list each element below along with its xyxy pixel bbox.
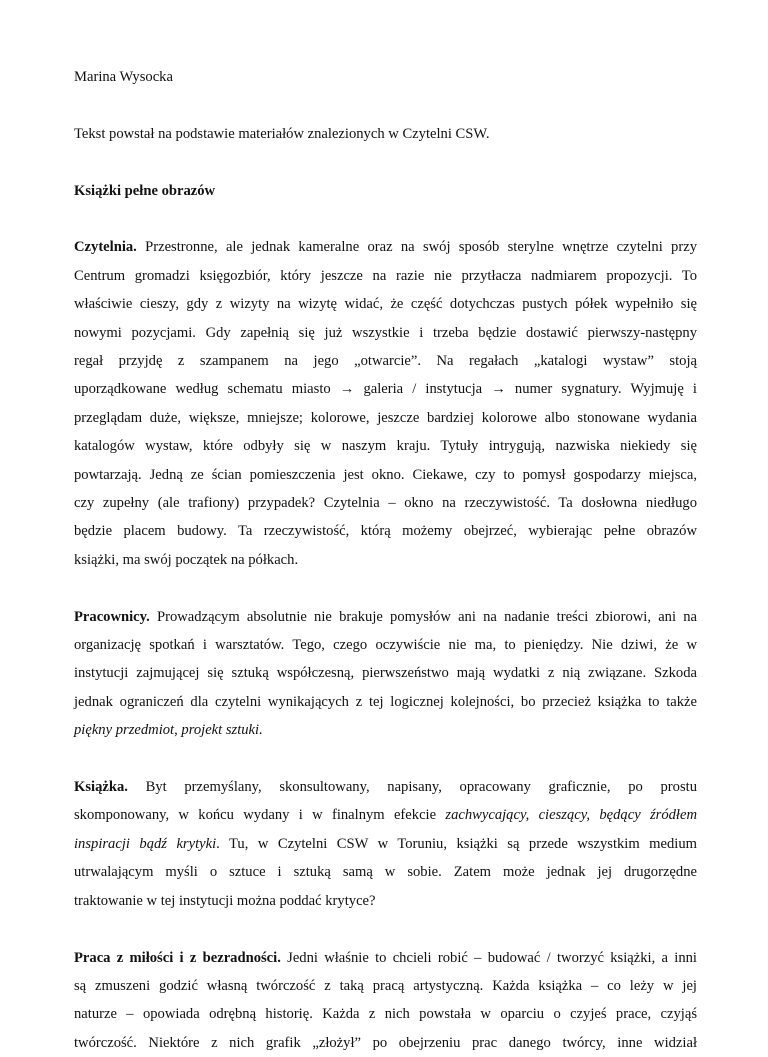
paragraph-line: twórczość. Niektóre z nich grafik „złożył” po obejrzeniu prac danego twórcy, inne widział — [74, 1029, 697, 1057]
paragraph-line: Pracownicy. Prowadzącym absolutnie nie brakuje pomysłów ani na nadanie treści zbiorowi, ani na — [74, 603, 697, 631]
title-text: Książki pełne obrazów — [74, 183, 215, 199]
section-ksiazka — [74, 773, 697, 915]
paragraph-line: piękny przedmiot, projekt sztuki. — [74, 716, 697, 744]
section-heading: Pracownicy. — [74, 609, 150, 625]
paragraph-line: instytucji zajmującej się sztuką współczesną, pierwszeństwo mają wydatki z nią związane. Szkoda — [74, 659, 697, 687]
paragraph-line: powtarzają. Jedną ze ścian pomieszczenia jest okno. Ciekawe, czy to pomysł gospodarzy miejsca, — [74, 461, 697, 489]
source-note: Tekst powstał na podstawie materiałów znalezionych w Czytelni CSW. — [74, 120, 697, 148]
paragraph-line: nowymi pozycjami. Gdy zapełnią się już wszystkie i trzeba będzie dostawić pierwszy-następny — [74, 319, 697, 347]
paragraph-line: utrwalającym myśli o sztuce i sztuką samą w sobie. Zatem może jednak jej drugorzędne — [74, 858, 697, 886]
paragraph-line: Książka. Byt przemyślany, skonsultowany, napisany, opracowany graficznie, po prostu — [74, 773, 697, 801]
paragraph-line: uporządkowane według schematu miasto → galeria / instytucja → numer sygnatury. Wyjmuję i — [74, 375, 697, 403]
paragraph-line: traktowanie w tej instytucji można poddać krytyce? — [74, 887, 697, 915]
paragraph-line: będzie placem budowy. Ta rzeczywistość, którą możemy obejrzeć, wybierając pełne obrazów — [74, 517, 697, 545]
paragraph-line: są zmuszeni godzić własną twórczość z taką pracą artystyczną. Każda książka – co leży w jej — [74, 972, 697, 1000]
paragraph-line: Praca z miłości i z bezradności. Jedni właśnie to chcieli robić – budować / tworzyć książki, a inni — [74, 944, 697, 972]
paragraph-line: przeglądam duże, większe, mniejsze; kolorowe, jeszcze bardziej kolorowe albo stonowane wydania — [74, 404, 697, 432]
paragraph-line: katalogów wystaw, które odbyły się w naszym kraju. Tytuły intrygują, nazwiska niekiedy się — [74, 432, 697, 460]
paragraph-line: książki, ma swój początek na półkach. — [74, 546, 697, 574]
section-heading: Czytelnia. — [74, 239, 137, 255]
paragraph-line: naturze – opowiada odrębną historię. Każda z nich powstała w oparciu o czyjeś prace, czyjąś — [74, 1000, 697, 1028]
paragraph-line: organizację spotkań i warsztatów. Tego, czego oczywiście nie ma, to pieniędzy. Nie dziwi, że w — [74, 631, 697, 659]
italic-phrase: piękny przedmiot — [74, 722, 174, 738]
italic-phrase: zachwycający, cieszący, będący źródłem — [445, 807, 697, 823]
document-title — [74, 177, 697, 205]
section-heading: Praca z miłości i z bezradności. — [74, 950, 281, 966]
paragraph-line: inspiracji bądź krytyki. Tu, w Czytelni CSW w Toruniu, książki są przede wszystkim medium — [74, 830, 697, 858]
section-pracownicy — [74, 603, 697, 745]
paragraph-line: jednak ograniczeń dla czytelni wynikających z tej logicznej kolejności, bo przecież książka to także — [74, 688, 697, 716]
paragraph-line: Czytelnia. Przestronne, ale jednak kameralne oraz na swój sposób sterylne wnętrze czytelni przy — [74, 233, 697, 261]
italic-phrase: inspiracji bądź krytyki — [74, 836, 216, 852]
section-czytelnia — [74, 233, 697, 574]
paragraph-line: regał przyjdę z szampanem na jego „otwarcie”. Na regałach „katalogi wystaw” stoją — [74, 347, 697, 375]
italic-phrase: projekt sztuki. — [181, 722, 262, 738]
paragraph-line: czy zupełny (ale trafiony) przypadek? Czytelnia – okno na rzeczywistość. Ta dosłowna niedługo — [74, 489, 697, 517]
section-praca — [74, 944, 697, 1057]
paragraph-line: skomponowany, w końcu wydany i w finalnym efekcie zachwycający, cieszący, będący źródłem — [74, 801, 697, 829]
author-name: Marina Wysocka — [74, 63, 697, 91]
paragraph-line: Centrum gromadzi księgozbiór, który jeszcze na razie nie przytłacza nadmiarem propozycji. To — [74, 262, 697, 290]
paragraph-line: właściwie cieszy, gdy z wizyty na wizytę widać, że część dotychczas pustych półek wypełniło się — [74, 290, 697, 318]
section-heading: Książka. — [74, 779, 128, 795]
